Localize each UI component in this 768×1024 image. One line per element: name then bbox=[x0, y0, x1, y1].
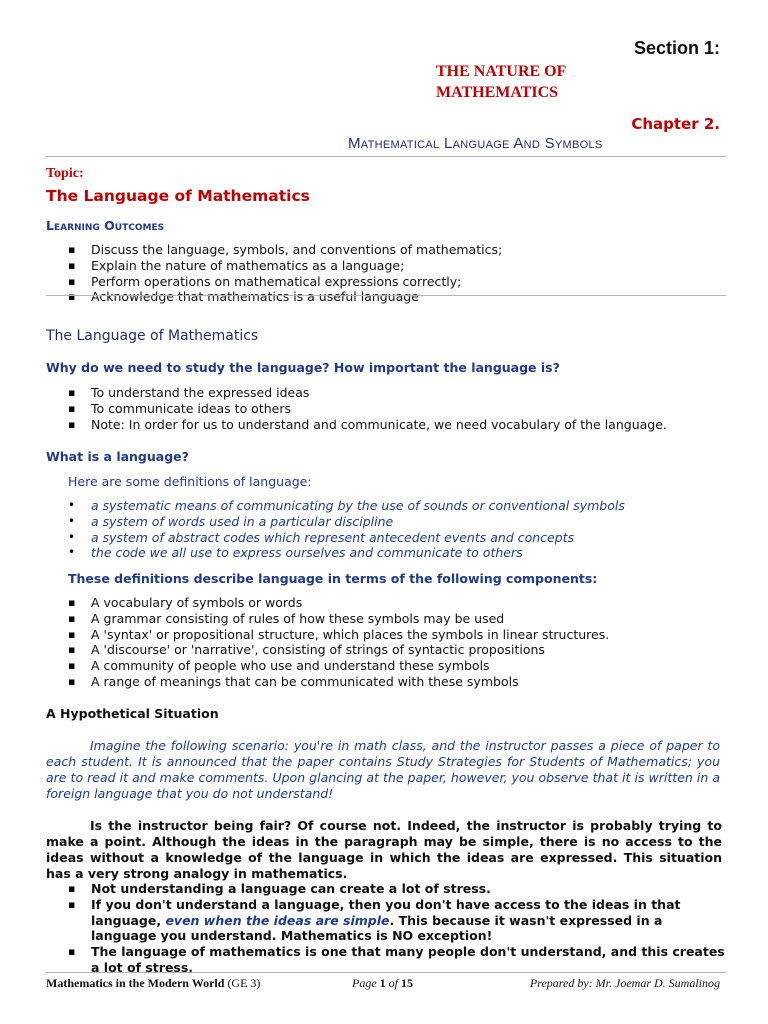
stress-points-list bbox=[46, 881, 726, 976]
definitions-intro: Here are some definitions of language: bbox=[68, 474, 312, 489]
section-heading: The Language of Mathematics bbox=[46, 328, 259, 344]
learning-outcomes-heading: Learning Outcomes bbox=[46, 218, 165, 233]
point-text: If you don't understand a language, then you don't have access to the ideas in that language, bbox=[91, 896, 681, 928]
list-item bbox=[46, 897, 726, 944]
chapter-label: Chapter 2. bbox=[631, 115, 720, 133]
section-title-line-2: MATHEMATICS bbox=[436, 84, 559, 101]
topic-title: The Language of Mathematics bbox=[46, 187, 310, 205]
header-divider bbox=[46, 156, 726, 157]
list-item: ▪ Explain the nature of mathematics as a language; bbox=[46, 258, 502, 274]
list-item: • a system of words used in a particular discipline bbox=[46, 514, 625, 530]
footer-page bbox=[352, 976, 413, 991]
point-emphasis: even when the ideas are simple bbox=[165, 912, 390, 928]
page-total: 15 bbox=[401, 976, 413, 990]
list-item: ▪ Note: In order for us to understand and communicate, we need vocabulary of the language. bbox=[46, 417, 667, 433]
list-item: ▪ A range of meanings that can be communicated with these symbols bbox=[46, 674, 609, 690]
section-label: Section 1: bbox=[633, 38, 720, 58]
page-number: 1 bbox=[379, 976, 386, 990]
list-item: • a systematic means of communicating by the use of sounds or conventional symbols bbox=[46, 498, 625, 514]
why-question: Why do we need to study the language? How important the language is? bbox=[46, 360, 560, 375]
list-item: ▪ To understand the expressed ideas bbox=[46, 385, 667, 401]
why-list bbox=[46, 385, 667, 432]
list-item: ▪ A 'discourse' or 'narrative', consisting of strings of syntactic propositions bbox=[46, 642, 609, 658]
of-word: of bbox=[388, 976, 398, 990]
chapter-title: Mathematical Language And Symbols bbox=[348, 135, 603, 152]
footer-course bbox=[46, 976, 260, 991]
list-item: ▪ A grammar consisting of rules of how these symbols may be used bbox=[46, 611, 609, 627]
list-item: ▪ Not understanding a language can create a lot of stress. bbox=[46, 881, 726, 897]
list-item: • the code we all use to express ourselves and communicate to others bbox=[46, 545, 625, 561]
list-item: ▪ The language of mathematics is one that many people don't understand, and this creates a lot of stress. bbox=[46, 944, 726, 976]
hypothetical-heading: A Hypothetical Situation bbox=[46, 706, 219, 721]
list-item: ▪ A vocabulary of symbols or words bbox=[46, 595, 609, 611]
footer-divider bbox=[46, 972, 726, 973]
section-title-line-1: THE NATURE OF bbox=[436, 63, 567, 80]
list-item: ▪ A community of people who use and understand these symbols bbox=[46, 658, 609, 674]
list-item: ▪ Perform operations on mathematical expressions correctly; bbox=[46, 274, 502, 290]
footer-prepared-by: Prepared by: Mr. Joemar D. Sumalinog bbox=[529, 976, 720, 990]
course-name: Mathematics in the Modern World bbox=[46, 976, 225, 990]
topic-label: Topic: bbox=[46, 166, 84, 181]
list-item: • a system of abstract codes which represent antecedent events and concepts bbox=[46, 530, 625, 546]
list-item: ▪ To communicate ideas to others bbox=[46, 401, 667, 417]
what-question: What is a language? bbox=[46, 449, 189, 464]
definitions-list bbox=[46, 498, 625, 561]
point-text: . This because it wasn't expressed in a language you understand. Mathematics is NO exception! bbox=[91, 912, 663, 944]
page-word: Page bbox=[352, 976, 377, 990]
components-list bbox=[46, 595, 609, 690]
course-code: (GE 3) bbox=[227, 976, 261, 990]
outcomes-divider bbox=[46, 295, 726, 296]
list-item: ▪ A 'syntax' or propositional structure, which places the symbols in linear structures. bbox=[46, 627, 609, 643]
list-item: ▪ Acknowledge that mathematics is a useful language bbox=[46, 289, 502, 305]
components-intro: These definitions describe language in terms of the following components: bbox=[68, 571, 598, 586]
response-paragraph: Is the instructor being fair? Of course not. Indeed, the instructor is probably trying to make a point. Although the ideas in the paragraph may be simple, there is no access to the ideas without a knowledge of the language in which the ideas are expressed. This situation has a very strong analogy in mathematics. bbox=[46, 818, 722, 881]
list-item: ▪ Discuss the language, symbols, and conventions of mathematics; bbox=[46, 242, 502, 258]
scenario-paragraph: Imagine the following scenario: you're in math class, and the instructor passes a piece of paper to each student. It is announced that the paper contains Study Strategies for Students of Mathematics; you are to read it and make comments. Upon glancing at the paper, however, you observe that it is written in a foreign language that you do not understand! bbox=[46, 738, 720, 801]
